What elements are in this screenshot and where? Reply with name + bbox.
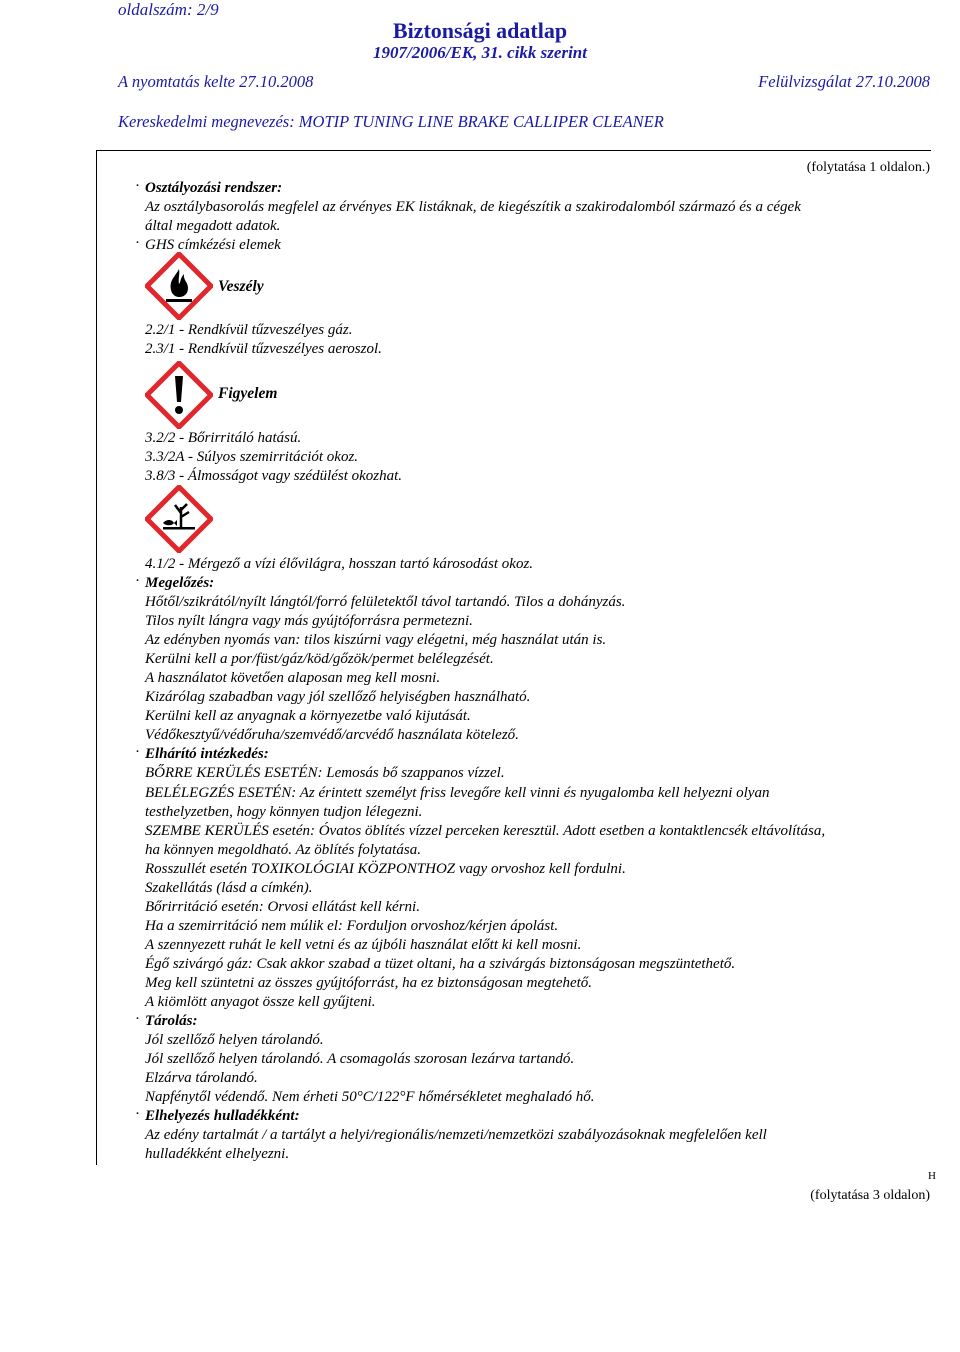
- response-line: SZEMBE KERÜLÉS esetén: Óvatos öblítés vízzel perceken keresztül. Adott esetben a kontaktlencsék eltávolítása,: [145, 823, 826, 839]
- storage-line: Napfénytől védendő. Nem érheti 50°C/122°F hőmérsékletet meghaladó hő.: [145, 1089, 595, 1105]
- hazard-line: 2.2/1 - Rendkívül tűzveszélyes gáz.: [145, 322, 353, 338]
- prevention-line: Az edényben nyomás van: tilos kiszúrni vagy elégetni, még használat után is.: [145, 632, 607, 648]
- hazard-line: 3.8/3 - Álmosságot vagy szédülést okozhat.: [145, 468, 403, 484]
- document-subtitle: 1907/2006/EK, 31. cikk szerint: [373, 43, 587, 62]
- prevention-line: Kizárólag szabadban vagy jól szellőző helyiségben használható.: [145, 689, 531, 705]
- bullet-dot: ·: [135, 573, 140, 589]
- response-line: BELÉLEGZÉS ESETÉN: Az érintett személyt friss levegőre kell vinni és nyugalomba kell helyezni olyan: [145, 785, 770, 801]
- flame-icon: [145, 252, 213, 320]
- classification-line: Az osztálybasorolás megfelel az érvényes EK listáknak, de kiegészítik a szakirodalomból származó és a cégek: [145, 199, 801, 215]
- storage-line: Jól szellőző helyen tárolandó.: [145, 1032, 324, 1048]
- bullet-dot: ·: [135, 1011, 140, 1027]
- bullet-dot: ·: [135, 744, 140, 760]
- response-heading: Elhárító intézkedés:: [145, 746, 269, 762]
- disposal-line: hulladékként elhelyezni.: [145, 1146, 290, 1162]
- bullet-dot: ·: [135, 178, 140, 194]
- bullet-dot: ·: [135, 235, 140, 251]
- prevention-line: Tilos nyílt lángra vagy más gyújtóforrásra permetezni.: [145, 613, 473, 629]
- prevention-line: Védőkesztyű/védőruha/szemvédő/arcvédő használata kötelező.: [145, 727, 519, 743]
- response-line: Meg kell szüntetni az összes gyújtóforrást, ha ez biztonságosan megtehető.: [145, 975, 593, 991]
- response-line: ha könnyen megoldható. Az öblítés folytatása.: [145, 842, 421, 858]
- disposal-line: Az edény tartalmát / a tartályt a helyi/regionális/nemzeti/nemzetközi szabályozásoknak megfelelően kell: [145, 1127, 767, 1143]
- response-line: A szennyezett ruhát le kell vetni és az újbóli használat előtt ki kell mosni.: [145, 937, 582, 953]
- environment-icon: [145, 485, 213, 553]
- print-date: A nyomtatás kelte 27.10.2008: [118, 72, 314, 91]
- page-number: oldalszám: 2/9: [118, 0, 219, 19]
- storage-line: Jól szellőző helyen tárolandó. A csomagolás szorosan lezárva tartandó.: [145, 1051, 575, 1067]
- revision-date: Felülvizsgálat 27.10.2008: [758, 72, 930, 91]
- prevention-line: A használatot követően alaposan meg kell mosni.: [145, 670, 441, 686]
- storage-heading: Tárolás:: [145, 1013, 198, 1029]
- hazard-line: 2.3/1 - Rendkívül tűzveszélyes aeroszol.: [145, 341, 382, 357]
- hazard-line: 3.3/2A - Súlyos szemirritációt okoz.: [145, 449, 359, 465]
- disposal-heading: Elhelyezés hulladékként:: [145, 1108, 300, 1124]
- h-mark: H: [928, 1170, 936, 1182]
- response-line: Szakellátás (lásd a címkén).: [145, 880, 313, 896]
- continuation-top: (folytatása 1 oldalon.): [806, 160, 930, 175]
- signal-word-danger: Veszély: [218, 278, 264, 295]
- trade-name: Kereskedelmi megnevezés: MOTIP TUNING LINE BRAKE CALLIPER CLEANER: [118, 112, 664, 131]
- signal-word-warning: Figyelem: [218, 385, 278, 402]
- ghs-heading: GHS címkézési elemek: [145, 237, 281, 253]
- continuation-bottom: (folytatása 3 oldalon): [810, 1188, 930, 1203]
- exclamation-icon: [145, 361, 213, 429]
- response-line: testhelyzetben, hogy könnyen tudjon lélegezni.: [145, 804, 423, 820]
- hazard-line: 3.2/2 - Bőrirritáló hatású.: [145, 430, 302, 446]
- prevention-line: Hőtől/szikrától/nyílt lángtól/forró felületektől távol tartandó. Tilos a dohányzás.: [145, 594, 626, 610]
- response-line: Rosszullét esetén TOXIKOLÓGIAI KÖZPONTHOZ vagy orvoshoz kell fordulni.: [145, 861, 626, 877]
- hazard-line: 4.1/2 - Mérgező a vízi élővilágra, hosszan tartó károsodást okoz.: [145, 556, 534, 572]
- document-title: Biztonsági adatlap: [392, 18, 568, 43]
- prevention-line: Kerülni kell az anyagnak a környezetbe való kijutását.: [145, 708, 471, 724]
- prevention-line: Kerülni kell a por/füst/gáz/köd/gőzök/permet belélegzését.: [145, 651, 494, 667]
- response-line: Égő szivárgó gáz: Csak akkor szabad a tüzet oltani, ha a szivárgás biztonságosan megszüntethető.: [145, 956, 736, 972]
- storage-line: Elzárva tárolandó.: [145, 1070, 258, 1086]
- classification-line: által megadott adatok.: [145, 218, 281, 234]
- response-line: Ha a szemirritáció nem múlik el: Forduljon orvoshoz/kérjen ápolást.: [145, 918, 559, 934]
- bullet-dot: ·: [135, 1106, 140, 1122]
- classification-heading: Osztályozási rendszer:: [145, 180, 283, 196]
- response-line: Bőrirritáció esetén: Orvosi ellátást kell kérni.: [145, 899, 420, 915]
- prevention-heading: Megelőzés:: [145, 575, 215, 591]
- response-line: A kiömlött anyagot össze kell gyűjteni.: [145, 994, 376, 1010]
- response-line: BŐRRE KERÜLÉS ESETÉN: Lemosás bő szappanos vízzel.: [145, 765, 505, 781]
